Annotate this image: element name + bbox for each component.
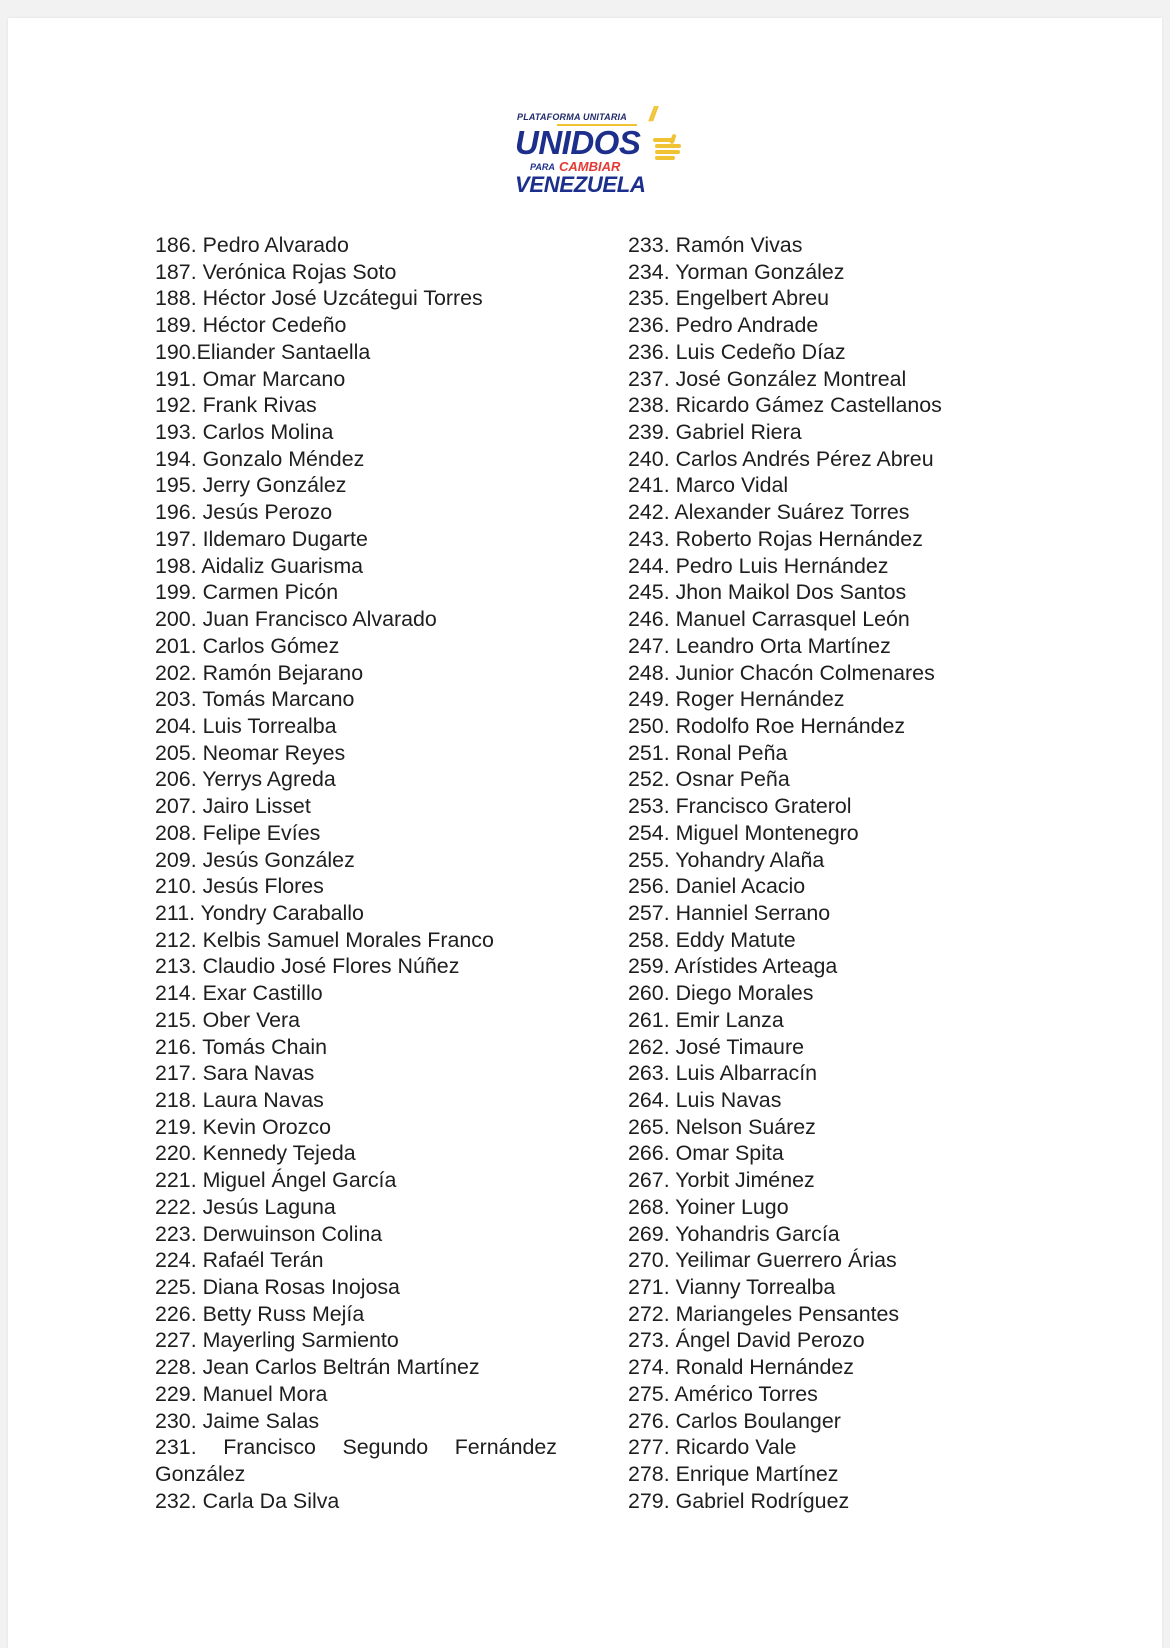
list-item: 194. Gonzalo Méndez	[155, 446, 365, 471]
list-item: 237. José González Montreal	[628, 366, 907, 391]
list-item: 277. Ricardo Vale	[628, 1435, 797, 1460]
list-item: 212. Kelbis Samuel Morales Franco	[155, 927, 494, 952]
list-item: 239. Gabriel Riera	[628, 420, 802, 445]
list-item: 246. Manuel Carrasquel León	[628, 607, 910, 632]
list-item: 251. Ronal Peña	[628, 740, 788, 765]
list-item: 224. Rafaél Terán	[155, 1248, 324, 1273]
list-item: 213. Claudio José Flores Núñez	[155, 954, 460, 979]
list-item: 193. Carlos Molina	[155, 420, 334, 445]
list-item: 254. Miguel Montenegro	[628, 820, 859, 845]
list-item: 219. Kevin Orozco	[155, 1114, 331, 1139]
list-item: 269. Yohandris García	[628, 1221, 840, 1246]
list-item: 227. Mayerling Sarmiento	[155, 1328, 399, 1353]
list-item: 243. Roberto Rojas Hernández	[628, 526, 923, 551]
list-item: 263. Luis Albarracín	[628, 1061, 818, 1086]
list-item: 253. Francisco Graterol	[628, 794, 852, 819]
unidos-logo	[511, 106, 691, 202]
list-item: 242. Alexander Suárez Torres	[628, 500, 910, 525]
list-item: 262. José Timaure	[628, 1034, 804, 1059]
list-item: 206. Yerrys Agreda	[155, 767, 336, 792]
list-item: 241. Marco Vidal	[628, 473, 789, 498]
list-item: 244. Pedro Luis Hernández	[628, 553, 889, 578]
list-item: 226. Betty Russ Mejía	[155, 1301, 365, 1326]
list-item: 272. Mariangeles Pensantes	[628, 1301, 900, 1326]
list-item: 186. Pedro Alvarado	[155, 233, 349, 257]
logo-venezuela-text: VENEZUELA	[515, 172, 646, 197]
left-name-list	[155, 232, 557, 1515]
list-item: 218. Laura Navas	[155, 1088, 324, 1112]
list-item: 236. Pedro Andrade	[628, 313, 819, 338]
list-item: 191. Omar Marcano	[155, 366, 346, 391]
list-item: 222. Jesús Laguna	[155, 1194, 336, 1219]
list-item: 238. Ricardo Gámez Castellanos	[628, 393, 942, 418]
list-item: 250. Rodolfo Roe Hernández	[628, 713, 906, 738]
list-item-wrapped	[155, 1434, 557, 1487]
list-item: 256. Daniel Acacio	[628, 874, 806, 899]
wrapped-word: Segundo	[342, 1435, 429, 1460]
list-item: 258. Eddy Matute	[628, 927, 796, 952]
list-item: 232. Carla Da Silva	[155, 1488, 340, 1513]
list-item: 257. Hanniel Serrano	[628, 900, 831, 925]
list-item: 248. Junior Chacón Colmenares	[628, 660, 935, 685]
list-item: 209. Jesús González	[155, 847, 355, 872]
list-item: 274. Ronald Hernández	[628, 1355, 854, 1380]
list-item: 187. Verónica Rojas Soto	[155, 259, 397, 284]
list-item: 214. Exar Castillo	[155, 981, 323, 1006]
list-item: 266. Omar Spita	[628, 1141, 784, 1166]
list-item: 233. Ramón Vivas	[628, 233, 803, 257]
logo-plataforma-text: PLATAFORMA UNITARIA	[517, 112, 627, 122]
list-item: 202. Ramón Bejarano	[155, 660, 364, 685]
list-item: 215. Ober Vera	[155, 1007, 301, 1032]
list-item: 195. Jerry González	[155, 473, 347, 498]
list-item: 192. Frank Rivas	[155, 393, 317, 418]
list-item: 207. Jairo Lisset	[155, 794, 311, 819]
list-item: 205. Neomar Reyes	[155, 740, 346, 765]
list-item: 234. Yorman González	[628, 259, 845, 284]
list-item: 235. Engelbert Abreu	[628, 286, 829, 311]
list-item: 247. Leandro Orta Martínez	[628, 633, 891, 658]
list-item: 220. Kennedy Tejeda	[155, 1141, 356, 1166]
list-item: 260. Diego Morales	[628, 981, 814, 1006]
list-item: 273. Ángel David Perozo	[628, 1328, 865, 1353]
logo-unidos-text: UNIDOS	[515, 124, 641, 161]
list-item: 279. Gabriel Rodríguez	[628, 1488, 850, 1513]
list-item: 188. Héctor José Uzcátegui Torres	[155, 286, 483, 311]
right-name-list	[628, 232, 1048, 1515]
list-item: 268. Yoiner Lugo	[628, 1194, 789, 1219]
list-item: 245. Jhon Maikol Dos Santos	[628, 580, 907, 605]
logo-para-text: PARA	[530, 162, 555, 172]
list-item: 230. Jaime Salas	[155, 1408, 320, 1433]
logo-cambiar-text: CAMBIAR	[559, 159, 621, 174]
list-item: 267. Yorbit Jiménez	[628, 1168, 815, 1193]
list-item: 265. Nelson Suárez	[628, 1114, 816, 1139]
list-item: 201. Carlos Gómez	[155, 633, 340, 658]
list-item: 264. Luis Navas	[628, 1088, 782, 1112]
list-item: 221. Miguel Ángel García	[155, 1168, 397, 1193]
logo-slashes-icon: //	[649, 104, 655, 126]
list-item: 189. Héctor Cedeño	[155, 313, 347, 338]
list-item: 208. Felipe Evíes	[155, 820, 321, 845]
wrapped-word: Fernández	[454, 1435, 557, 1460]
list-item: 261. Emir Lanza	[628, 1007, 784, 1032]
list-item: 228. Jean Carlos Beltrán Martínez	[155, 1355, 480, 1380]
list-item: 211. Yondry Caraballo	[155, 900, 364, 925]
list-item: 223. Derwuinson Colina	[155, 1221, 383, 1246]
list-item: 278. Enrique Martínez	[628, 1462, 839, 1487]
list-item: 275. Américo Torres	[628, 1381, 818, 1406]
list-item: 210. Jesús Flores	[155, 874, 324, 899]
list-item: 249. Roger Hernández	[628, 687, 845, 712]
list-item: 252. Osnar Peña	[628, 767, 790, 792]
list-item: 259. Arístides Arteaga	[628, 954, 838, 979]
list-item: 225. Diana Rosas Inojosa	[155, 1275, 400, 1300]
list-item: 236. Luis Cedeño Díaz	[628, 339, 846, 364]
list-item: 229. Manuel Mora	[155, 1381, 328, 1406]
wrapped-word: Francisco	[223, 1435, 316, 1460]
list-item: 198. Aidaliz Guarisma	[155, 553, 364, 578]
list-item: 200. Juan Francisco Alvarado	[155, 607, 437, 632]
list-item: 203. Tomás Marcano	[155, 687, 355, 712]
list-item: 199. Carmen Picón	[155, 580, 339, 605]
list-item: 255. Yohandry Alaña	[628, 847, 825, 872]
list-item: 271. Vianny Torrealba	[628, 1275, 836, 1300]
hand-icon	[651, 132, 685, 166]
wrapped-continuation: González	[155, 1462, 246, 1487]
list-item: 190.Eliander Santaella	[155, 339, 371, 364]
list-item: 270. Yeilimar Guerrero Árias	[628, 1248, 897, 1273]
list-item: 276. Carlos Boulanger	[628, 1408, 841, 1433]
list-item: 196. Jesús Perozo	[155, 500, 333, 525]
list-item: 216. Tomás Chain	[155, 1034, 328, 1059]
list-item: 204. Luis Torrealba	[155, 713, 337, 738]
list-item: 197. Ildemaro Dugarte	[155, 526, 368, 551]
wrapped-word: 231.	[155, 1435, 197, 1460]
document-page	[8, 18, 1162, 1648]
list-item: 240. Carlos Andrés Pérez Abreu	[628, 446, 934, 471]
list-item: 217. Sara Navas	[155, 1061, 315, 1086]
